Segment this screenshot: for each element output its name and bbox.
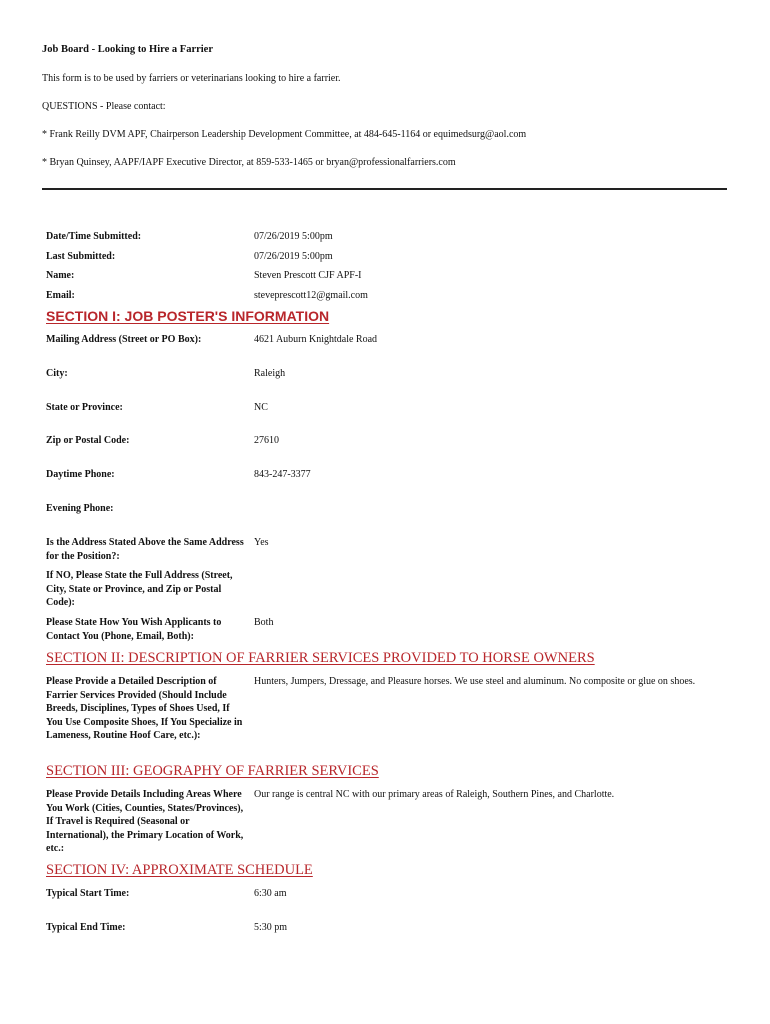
field-label: Please State How You Wish Applicants to Contact You (Phone, Email, Both): [46, 617, 222, 642]
contact-line-1: * Frank Reilly DVM APF, Chairperson Leadership Development Committee, at 484-645-1164 or equimedsurg@aol.com [42, 129, 527, 140]
intro-text: This form is to be used by farriers or veterinarians looking to hire a farrier. [42, 73, 341, 84]
field-value: Both [254, 617, 274, 628]
field-label: Name: [46, 270, 75, 281]
field-value: Our range is central NC with our primary areas of Raleigh, Southern Pines, and Charlotte. [254, 789, 615, 800]
section-4-title: SECTION IV: APPROXIMATE SCHEDULE [46, 862, 313, 878]
field-label: Date/Time Submitted: [46, 231, 142, 242]
field-value: Raleigh [254, 368, 286, 379]
field-label: Daytime Phone: [46, 469, 115, 480]
section-3-title: SECTION III: GEOGRAPHY OF FARRIER SERVICES [46, 763, 379, 779]
field-label: If NO, Please State the Full Address (Street, City, State or Province, and Zip or Postal Code): [46, 570, 233, 608]
contact-line-2: * Bryan Quinsey, AAPF/IAPF Executive Director, at 859-533-1465 or bryan@professionalfarriers.com [42, 157, 456, 168]
field-value: 843-247-3377 [254, 469, 311, 480]
field-label: Email: [46, 290, 75, 301]
section-2-title: SECTION II: DESCRIPTION OF FARRIER SERVICES PROVIDED TO HORSE OWNERS [46, 650, 595, 666]
field-label: Please Provide Details Including Areas Where You Work (Cities, Counties, States/Provinces), If Travel is Required (Seasonal or International), the Primary Location of Work, etc.: [46, 789, 244, 854]
field-value: NC [254, 402, 268, 413]
field-value: 6:30 am [254, 888, 287, 899]
questions-text: QUESTIONS - Please contact: [42, 101, 166, 112]
field-label: City: [46, 368, 68, 379]
field-value: steveprescott12@gmail.com [254, 290, 368, 301]
document-title: Job Board - Looking to Hire a Farrier [42, 44, 213, 55]
field-label: Typical Start Time: [46, 888, 130, 899]
field-label: Please Provide a Detailed Description of Farrier Services Provided (Should Include Breeds, Disciplines, Types of Shoes Used, If You Use Composite Shoes, If You Specialize in Lameness, Routine Hoof Care, etc.): [46, 676, 243, 741]
field-value: Yes [254, 537, 269, 548]
field-value: 07/26/2019 5:00pm [254, 251, 333, 262]
field-label: Is the Address Stated Above the Same Address for the Position?: [46, 537, 244, 562]
divider [42, 188, 727, 190]
field-label: Typical End Time: [46, 922, 126, 933]
field-value: Hunters, Jumpers, Dressage, and Pleasure horses. We use steel and aluminum. No composite or glue on shoes. [254, 676, 696, 687]
field-value: 07/26/2019 5:00pm [254, 231, 333, 242]
section-1-title: SECTION I: JOB POSTER'S INFORMATION [46, 308, 330, 324]
field-label: Last Submitted: [46, 251, 116, 262]
field-value: 4621 Auburn Knightdale Road [254, 334, 378, 345]
field-label: State or Province: [46, 402, 123, 413]
field-label: Mailing Address (Street or PO Box): [46, 334, 202, 345]
field-value: 27610 [254, 435, 279, 446]
field-label: Zip or Postal Code: [46, 435, 130, 446]
field-value: Steven Prescott CJF APF-I [254, 270, 362, 281]
field-value: 5:30 pm [254, 922, 288, 933]
field-label: Evening Phone: [46, 503, 114, 514]
